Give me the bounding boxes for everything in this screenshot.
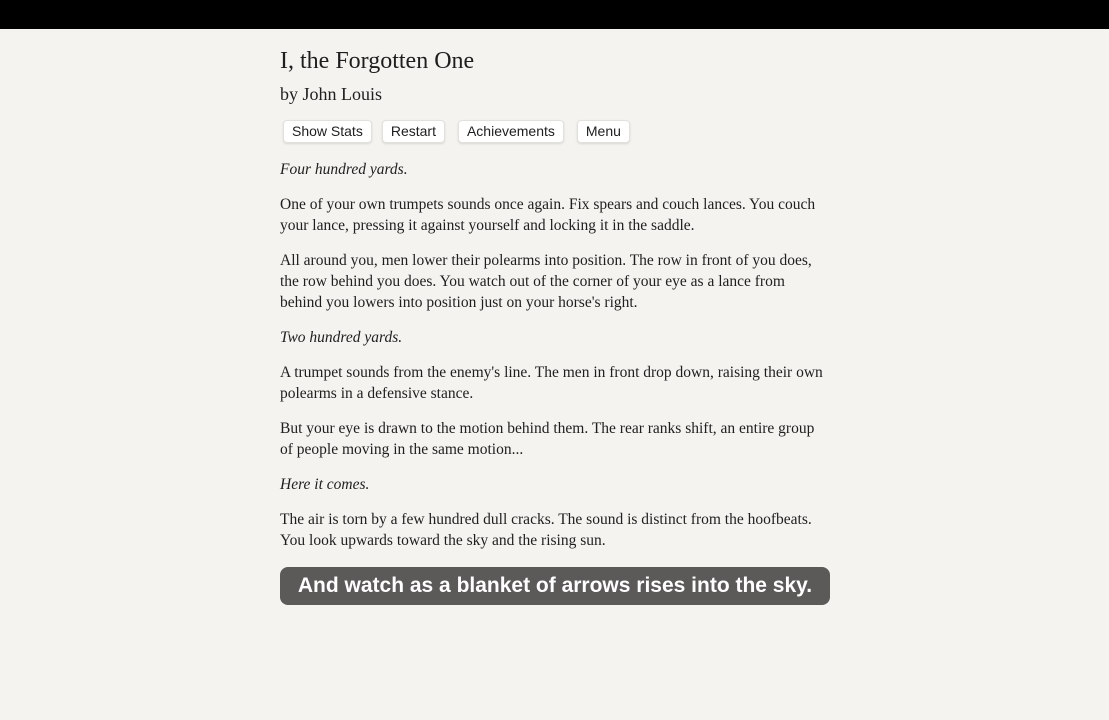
achievements-button[interactable]: Achievements — [458, 120, 564, 143]
menu-button[interactable]: Menu — [577, 120, 630, 143]
top-bar — [0, 0, 1109, 29]
story-text — [280, 159, 830, 551]
story-paragraph: Two hundred yards. — [280, 329, 403, 346]
show-stats-button[interactable]: Show Stats — [283, 120, 372, 143]
game-container — [280, 29, 830, 605]
choice-button[interactable]: And watch as a blanket of arrows rises into the sky. — [280, 567, 830, 605]
story-paragraph: One of your own trumpets sounds once again. Fix spears and couch lances. You couch your lance, pressing it against yourself and locking it in the saddle. — [280, 196, 816, 234]
story-paragraph: The air is torn by a few hundred dull cracks. The sound is distinct from the hoofbeats. You look upwards toward the sky and the rising sun. — [280, 511, 812, 549]
game-author: by John Louis — [280, 84, 383, 104]
story-paragraph: All around you, men lower their polearms into position. The row in front of you does, the row behind you does. You watch out of the corner of your eye as a lance from behind you lowers into position just on your horse's right. — [280, 252, 812, 311]
toolbar — [280, 120, 830, 145]
game-title: I, the Forgotten One — [280, 48, 475, 74]
story-paragraph: Here it comes. — [280, 476, 370, 493]
story-paragraph: Four hundred yards. — [280, 161, 408, 178]
story-paragraph: A trumpet sounds from the enemy's line. The men in front drop down, raising their own polearms in a defensive stance. — [280, 364, 823, 402]
story-paragraph: But your eye is drawn to the motion behind them. The rear ranks shift, an entire group of people moving in the same motion... — [280, 420, 815, 458]
restart-button[interactable]: Restart — [382, 120, 445, 143]
